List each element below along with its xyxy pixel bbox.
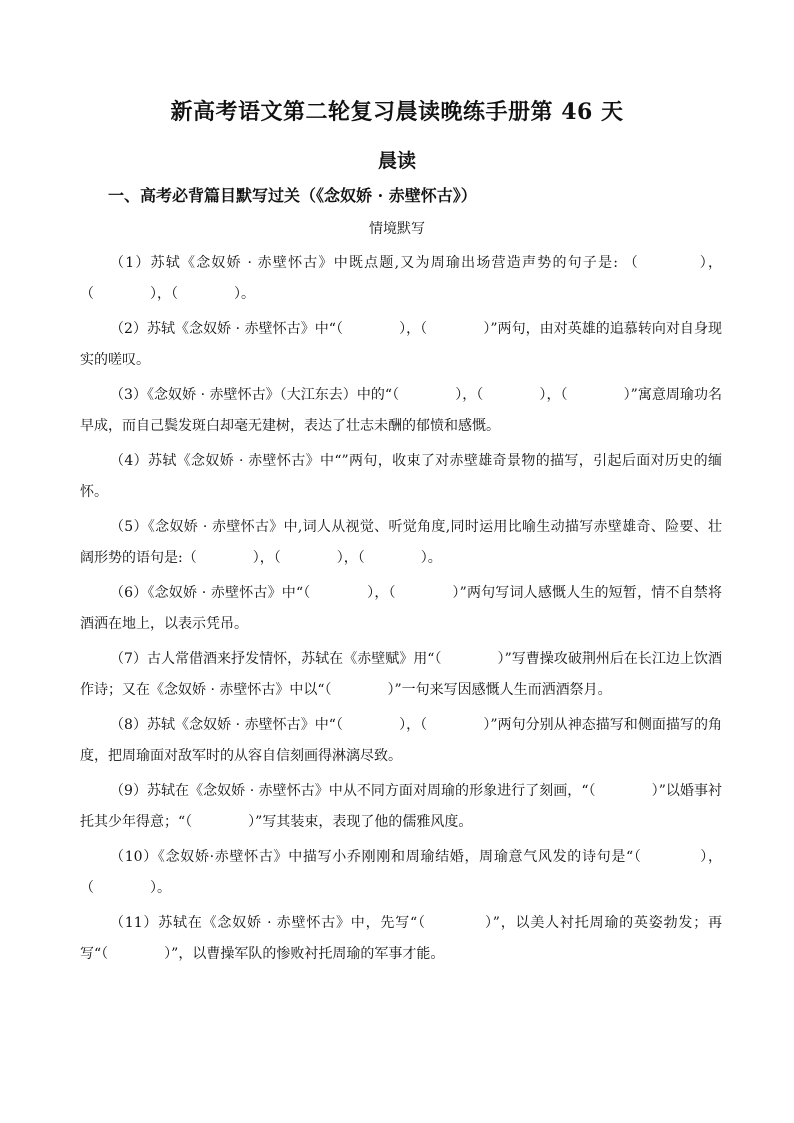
- page-title: 新高考语文第二轮复习晨读晚练手册第 46 天: [170, 99, 624, 125]
- question-5: （5）《念奴娇 · 赤壁怀古》中,词人从视觉、听觉角度,同时运用比喻生动描写赤壁雄奇、险要、壮阔形势的语句是:（ ），（ ），（ ）。: [80, 519, 722, 566]
- question-6: （6）《念奴娇 · 赤壁怀古》中“（ ），（ ）”两句写词人感慨人生的短暂，情不自禁将酒洒在地上，以表示凭吊。: [80, 585, 722, 632]
- exercise-label: 情境默写: [369, 221, 425, 237]
- page-subtitle: 晨读: [377, 150, 416, 172]
- section-heading: 一、高考必背篇目默写过关（《念奴娇 · 赤壁怀古》）: [108, 186, 477, 205]
- question-10: （10）《念奴娇·赤壁怀古》中描写小乔刚刚和周瑜结婚，周瑜意气风发的诗句是“（ ），（ ）。: [80, 849, 722, 896]
- question-8: （8）苏轼《念奴娇 · 赤壁怀古》中“（ ），（ ）”两句分别从神态描写和侧面描写的角度，把周瑜面对敌军时的从容自信刻画得淋漓尽致。: [80, 717, 722, 764]
- question-7: （7）古人常借酒来抒发情怀，苏轼在《赤壁赋》用“（ ）”写曹操攻破荆州后在长江边上饮酒作诗；又在《念奴娇 · 赤壁怀古》中以“（ ）”一句来写因感慨人生而洒酒祭月。: [80, 651, 722, 698]
- question-list: [80, 248, 722, 974]
- question-1: （1）苏轼《念奴娇 · 赤壁怀古》中既点题,又为周瑜出场营造声势的句子是: （ ），（ ），（ ）。: [80, 255, 722, 302]
- question-11: （11）苏轼在《念奴娇 · 赤壁怀古》中，先写“（ ）”，以美人衬托周瑜的英姿勃发；再写“（ ）”，以曹操军队的惨败衬托周瑜的军事才能。: [80, 915, 722, 962]
- question-9: （9）苏轼在《念奴娇 · 赤壁怀古》中从不同方面对周瑜的形象进行了刻画，“（ ）”以婚事衬托其少年得意；“（ ）”写其装束，表现了他的儒雅风度。: [80, 783, 722, 830]
- question-2: （2）苏轼《念奴娇 · 赤壁怀古》中“（ ），（ ）”两句，由对英雄的追慕转向对自身现实的嗟叹。: [80, 321, 722, 368]
- question-3: （3）《念奴娇 · 赤壁怀古》（大江东去）中的“（ ），（ ），（ ）”寓意周瑜功名早成，而自己鬓发斑白却毫无建树，表达了壮志未酬的郁愤和感慨。: [80, 387, 722, 434]
- question-4: （4）苏轼《念奴娇 · 赤壁怀古》中“”两句，收束了对赤壁雄奇景物的描写，引起后面对历史的缅怀。: [80, 453, 722, 500]
